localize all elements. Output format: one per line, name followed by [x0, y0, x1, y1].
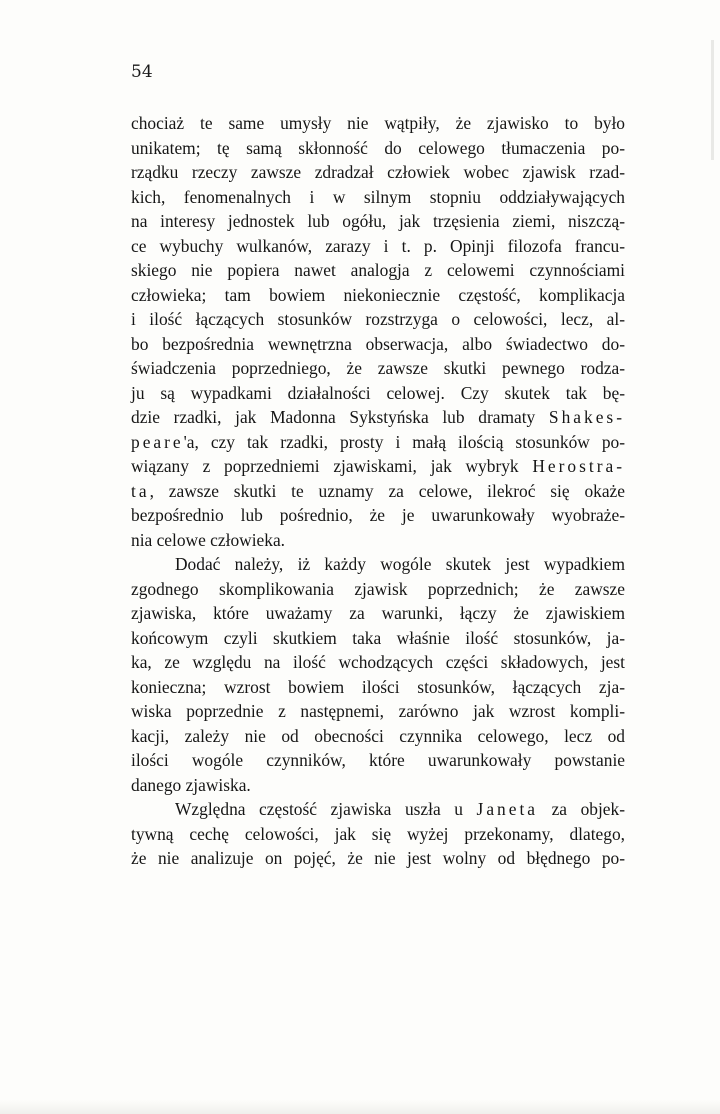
- paragraph-2: [131, 552, 625, 797]
- text-line: kich, fenomenalnych i w silnym stopniu oddziaływających: [131, 186, 625, 207]
- paragraph-1: [131, 111, 625, 552]
- paragraph-3: [131, 797, 625, 871]
- text-line: na interesy jednostek lub ogółu, jak trzęsienia ziemi, niszczą-: [131, 211, 625, 231]
- page-edge-shadow: [711, 40, 714, 160]
- text-line: ju są wypadkami działalności celowej. Czy skutek tak bę-: [131, 382, 625, 403]
- emphasized-name: Janeta: [476, 799, 538, 819]
- text-span: wiązany z poprzedniemi zjawiskami, jak wybryk: [131, 456, 519, 476]
- text-line: danego zjawiska.: [131, 774, 251, 795]
- text-line: unikatem; tę samą skłonność do celowego tłumaczenia po-: [131, 137, 625, 158]
- text-line: [131, 797, 625, 822]
- emphasized-name: Herostra-: [532, 456, 625, 476]
- text-line: [131, 405, 625, 430]
- body-text: [131, 111, 625, 871]
- text-line: Dodać należy, iż każdy wogóle skutek jest wypadkiem: [175, 554, 625, 574]
- text-line: i ilość łączących stosunków rozstrzyga o celowości, lecz, al-: [131, 309, 625, 329]
- emphasized-name: Shakes-: [548, 407, 625, 427]
- text-line: skiego nie popiera nawet analogja z celowemi czynnościami: [131, 260, 625, 280]
- page-number: 54: [131, 62, 153, 82]
- page-bottom-edge: [0, 1100, 720, 1114]
- text-line: rządku rzeczy zawsze zdradzał człowiek wobec zjawisk rzad-: [131, 162, 625, 182]
- text-line: [131, 479, 625, 504]
- text-line: kacji, zależy nie od obecności czynnika celowego, lecz od: [131, 725, 625, 746]
- text-line: bezpośrednio lub pośrednio, że je uwarunkowały wyobraże-: [131, 505, 625, 525]
- text-line: ilości wogóle czynników, które uwarunkowały powstanie: [131, 750, 625, 770]
- text-line: tywną cechę celowości, jak się wyżej przekonamy, dlatego,: [131, 823, 625, 844]
- text-line: człowieka; tam bowiem niekoniecznie częstość, komplikacja: [131, 284, 625, 305]
- text-line: nia celowe człowieka.: [131, 529, 286, 550]
- text-line: zgodnego skomplikowania zjawisk poprzednich; że zawsze: [131, 578, 625, 599]
- text-line: że nie analizuje on pojęć, że nie jest wolny od błędnego po-: [131, 848, 625, 868]
- text-line: końcowym czyli skutkiem taka właśnie ilość stosunków, ja-: [131, 627, 625, 648]
- text-line: [131, 454, 625, 479]
- text-span: za objek-: [538, 799, 625, 819]
- text-span: Względna częstość zjawiska uszła u: [175, 799, 463, 819]
- text-line: wiska poprzednie z następnemi, zarówno jak wzrost kompli-: [131, 701, 625, 721]
- text-line: chociaż te same umysły nie wątpiły, że zjawisko to było: [131, 113, 625, 133]
- text-line: konieczna; wzrost bowiem ilości stosunków, łączących zja-: [131, 676, 625, 697]
- text-span: , zawsze skutki te uznamy za celowe, ilekroć się okaże: [149, 480, 625, 501]
- text-line: zjawiska, które uważamy za warunki, łączy że zjawiskiem: [131, 603, 625, 623]
- text-span: dzie rzadki, jak Madonna Sykstyńska lub dramaty: [131, 407, 536, 427]
- text-line: [131, 430, 625, 455]
- text-line: ka, ze względu na ilość wchodzących części składowych, jest: [131, 652, 625, 672]
- emphasized-name: ta: [131, 480, 150, 501]
- text-span: 'a, czy tak rzadki, prosty i małą ilością stosunków po-: [183, 431, 625, 452]
- text-line: świadczenia poprzedniego, że zawsze skutki pewnego rodza-: [131, 358, 625, 378]
- emphasized-name: peare: [131, 431, 184, 452]
- text-line: ce wybuchy wulkanów, zarazy i t. p. Opinji filozofa francu-: [131, 235, 625, 256]
- text-line: bo bezpośrednia wewnętrzna obserwacja, albo świadectwo do-: [131, 333, 625, 354]
